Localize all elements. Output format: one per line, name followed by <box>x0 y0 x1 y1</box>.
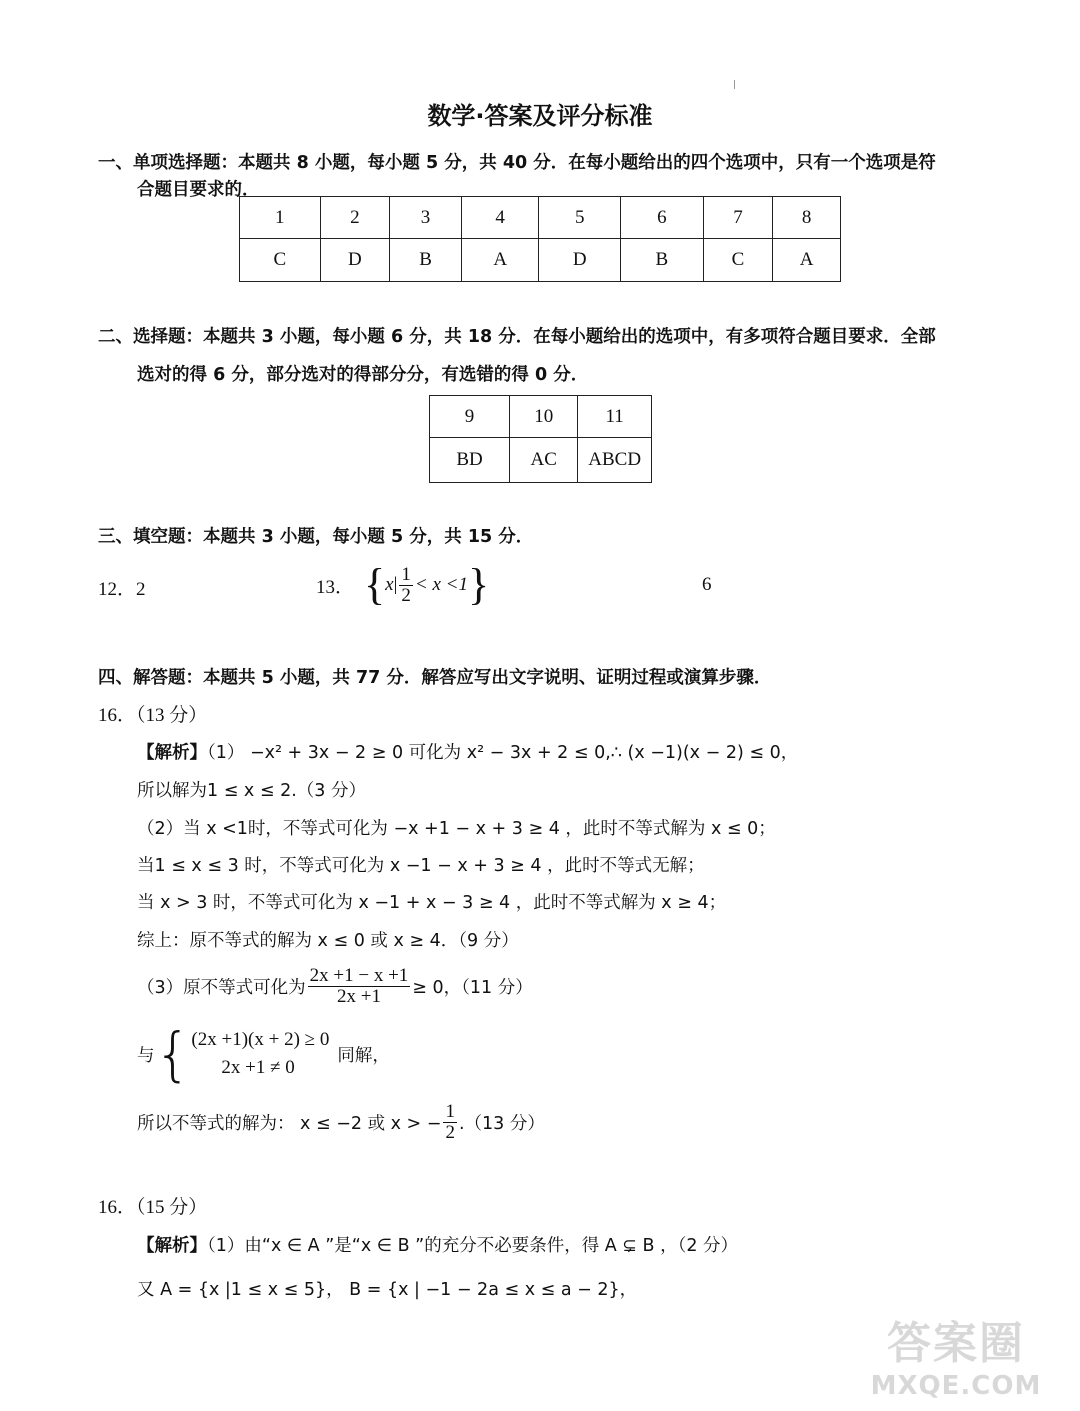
question-16b-line2: 又 A = {x |1 ≤ x ≤ 5}， B = {x | −1 − 2a ≤ x ≤ a − 2}， <box>137 1280 638 1300</box>
question-16a-line7-pre: （3）原不等式可化为 <box>137 977 306 998</box>
answer-13-fraction <box>399 565 413 606</box>
system-line-1: (2x +1)(x + 2) ≥ 0 <box>191 1028 330 1050</box>
section1-line1: 一、单项选择题：本题共 8 小题，每小题 5 分，共 40 分．在每小题给出的四个选项中，只有一个选项是符 <box>98 153 936 173</box>
left-brace-glyph: { <box>364 560 386 609</box>
answer-13-label: 13． <box>316 576 355 598</box>
analysis-tag: 【解析】 <box>137 1236 207 1256</box>
table-cell: 4 <box>461 197 539 239</box>
answer-table-1 <box>239 196 841 282</box>
fraction-numerator: 2x +1 − x +1 <box>309 964 409 986</box>
question-16a-line7 <box>137 960 533 1012</box>
section4-heading: 四、解答题：本题共 5 小题，共 77 分．解答应写出文字说明、证明过程或演算步骤． <box>98 668 772 688</box>
table-cell: A <box>461 239 539 282</box>
table-cell: A <box>773 239 841 282</box>
table-cell: C <box>240 239 321 282</box>
table-cell: C <box>703 239 773 282</box>
table-cell: B <box>621 239 704 282</box>
question-16a-line6: 综上：原不等式的解为 x ≤ 0 或 x ≥ 4．（9 分） <box>137 931 519 951</box>
system-line-2: 2x +1 ≠ 0 <box>221 1057 295 1078</box>
answer-table-2-answers <box>430 438 652 483</box>
inequality-system <box>191 1026 329 1083</box>
fraction-numerator: 1 <box>445 1100 455 1122</box>
question-16a-part1-text: （1） −x² + 3x − 2 ≥ 0 可化为 x² − 3x + 2 ≤ 0,∴ (x −1)(x − 2) ≤ 0， <box>207 743 799 763</box>
watermark-url: MXQE.COM <box>870 1371 1042 1401</box>
answer-table-2-numbers <box>430 396 652 438</box>
question-16a-line8-pre: 与 <box>137 1045 155 1066</box>
section3-heading: 三、填空题：本题共 3 小题，每小题 5 分，共 15 分． <box>98 527 534 547</box>
table-cell: ABCD <box>578 438 652 483</box>
answer-13-var: x <box>385 574 394 595</box>
question-16a-line9-fraction <box>443 1102 457 1143</box>
table-cell: 1 <box>240 197 321 239</box>
table-cell: BD <box>430 438 510 483</box>
question-16b-label: 16．（15 分） <box>98 1197 208 1218</box>
table-cell: 5 <box>539 197 621 239</box>
answer-13 <box>316 562 489 608</box>
table-cell: 2 <box>320 197 390 239</box>
page-title: 数学·答案及评分标准 <box>427 102 653 130</box>
question-16b-part1-text: （1）由“x ∈ A ”是“x ∈ B ”的充分不必要条件，得 A ⊊ B ，（2 分） <box>207 1236 739 1256</box>
fraction-denominator: 2 <box>401 584 411 606</box>
right-brace-glyph: } <box>467 560 490 609</box>
fraction-denominator: 2 <box>445 1121 455 1143</box>
table-cell: D <box>320 239 390 282</box>
question-16a-line3: （2）当 x <1时，不等式可化为 −x +1 − x + 3 ≥ 4 ，此时不等式解为 x ≤ 0； <box>137 819 776 839</box>
table-cell: 3 <box>390 197 462 239</box>
question-16a-line2: 所以解为1 ≤ x ≤ 2.（3 分） <box>137 781 366 801</box>
watermark-logo: 答案圈 <box>887 1318 1025 1369</box>
analysis-tag: 【解析】 <box>137 743 207 763</box>
table-cell: 11 <box>578 396 652 438</box>
question-16a-fraction <box>308 966 411 1007</box>
table-cell: 8 <box>773 197 841 239</box>
answer-table-1-numbers <box>240 197 841 239</box>
fraction-numerator: 1 <box>401 563 411 585</box>
table-cell: 6 <box>621 197 704 239</box>
left-brace-glyph: { <box>154 1020 192 1088</box>
question-16a-label: 16．（13 分） <box>98 705 208 726</box>
answer-12: 12．2 <box>98 579 146 600</box>
question-16a-line5: 当 x > 3 时，不等式可化为 x −1 + x − 3 ≥ 4 ，此时不等式解为 x ≥ 4； <box>137 893 727 913</box>
table-cell: 10 <box>510 396 578 438</box>
section2-line2: 选对的得 6 分，部分选对的得部分分，有选错的得 0 分． <box>137 365 589 385</box>
table-cell: 9 <box>430 396 510 438</box>
question-16a-line4: 当1 ≤ x ≤ 3 时，不等式可化为 x −1 − x + 3 ≥ 4 ，此时不等式无解； <box>137 856 705 876</box>
section1-line2: 合题目要求的． <box>137 180 260 200</box>
question-16a-line9-pre: 所以不等式的解为： x ≤ −2 或 x > − <box>137 1113 442 1134</box>
question-16a-line8-post: 同解， <box>337 1045 390 1066</box>
question-16b-part1 <box>137 1232 738 1257</box>
answer-13-rest: < x <1 <box>414 574 468 595</box>
watermark <box>856 1307 1056 1401</box>
answer-table-1-answers <box>240 239 841 282</box>
question-16a-line9 <box>137 1098 545 1146</box>
question-16a-line9-post: .（13 分） <box>458 1113 545 1134</box>
set-bar-glyph: | <box>393 574 398 595</box>
table-cell: B <box>390 239 462 282</box>
table-cell: 7 <box>703 197 773 239</box>
answer-table-2 <box>429 395 652 483</box>
table-cell: AC <box>510 438 578 483</box>
question-16a-line8 <box>137 1020 390 1088</box>
question-16a-line7-post: ≥ 0，（11 分） <box>412 977 533 998</box>
fraction-denominator: 2x +1 <box>336 985 381 1007</box>
section2-line1: 二、选择题：本题共 3 小题，每小题 6 分，共 18 分．在每小题给出的选项中，有多项符合题目要求．全部 <box>98 327 936 347</box>
tick-mark <box>734 80 735 89</box>
question-16a-part1 <box>137 739 798 764</box>
table-cell: D <box>539 239 621 282</box>
answer-14: 6 <box>702 574 712 595</box>
